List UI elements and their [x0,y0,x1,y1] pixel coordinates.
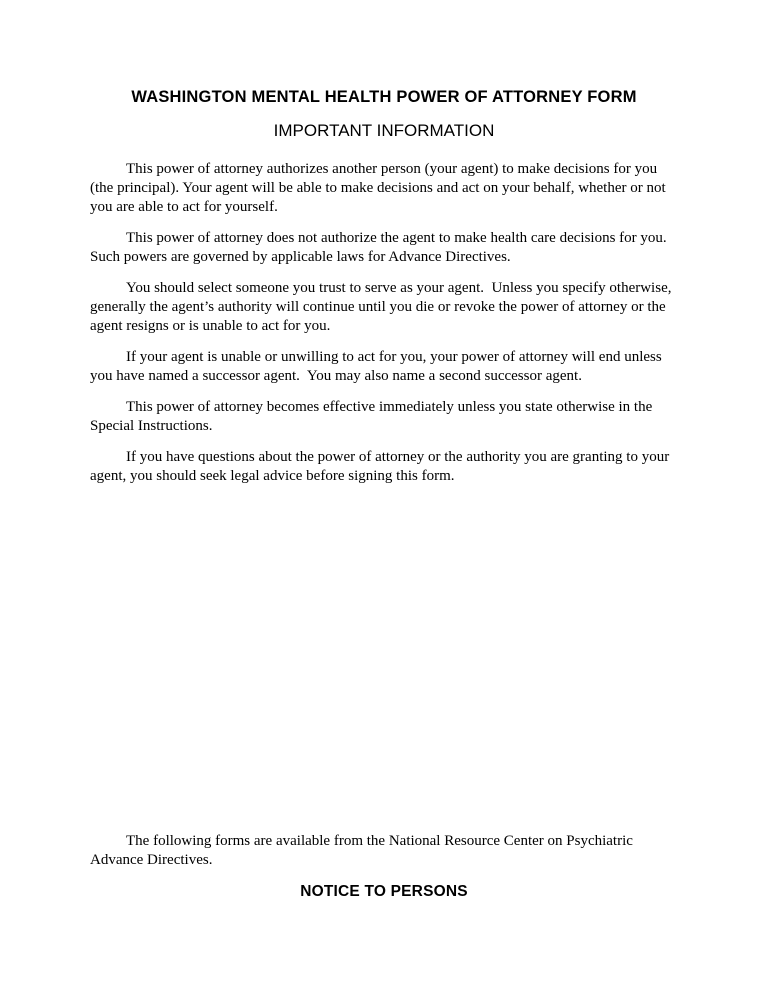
paragraph-effective-immediately: This power of attorney becomes effective immediately unless you state otherwise in the Special Instructions. [90,399,656,434]
blank-gap [90,498,678,832]
section-heading-notice-to-persons: NOTICE TO PERSONS [300,883,468,900]
paragraph-seek-legal-advice: If you have questions about the power of attorney or the authority you are granting to your agent, you should seek legal advice before signing this form. [90,449,673,484]
paragraph-authorizes-agent: This power of attorney authorizes another person (your agent) to make decisions for you (the principal). Your agent will be able to make decisions and act on your behalf, whether or not you are able to act for yourself. [90,161,670,215]
paragraph-successor-agent: If your agent is unable or unwilling to act for you, your power of attorney will end unless you have named a successor agent. You may also name a second successor agent. [90,349,666,384]
paragraph-available-forms: The following forms are available from the National Resource Center on Psychiatric Advance Directives. [90,833,636,868]
paragraph-select-agent: You should select someone you trust to serve as your agent. Unless you specify otherwise, generally the agent’s authority will continue until you die or revoke the power of attorney or the agent resigns or is unable to act for you. [90,280,676,334]
document-title: WASHINGTON MENTAL HEALTH POWER OF ATTORNEY FORM [131,88,637,106]
body-text-block [90,160,678,486]
document-subtitle: IMPORTANT INFORMATION [273,121,495,140]
paragraph-no-health-care-decisions: This power of attorney does not authorize the agent to make health care decisions for you. Such powers are governed by applicable laws for Advance Directives. [90,230,675,265]
closing-block [90,832,678,870]
